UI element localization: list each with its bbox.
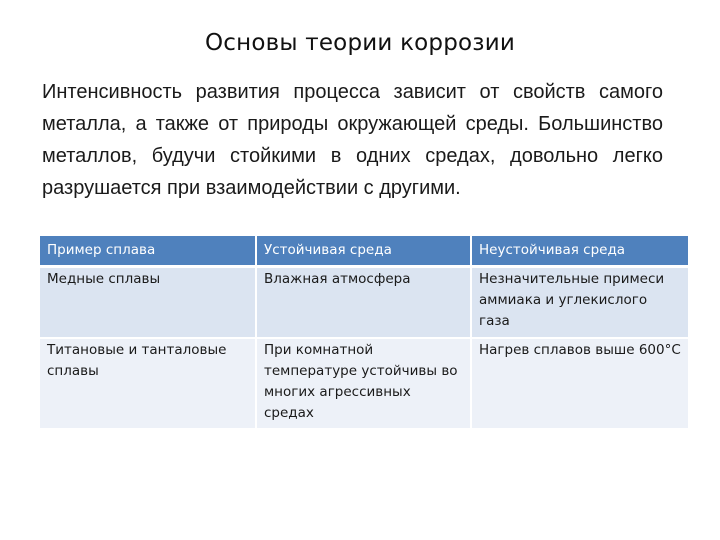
table-cell: Незначительные примеси аммиака и углекислого газа xyxy=(471,267,688,339)
table-cell: При комнатной температуре устойчивы во многих агрессивных средах xyxy=(256,338,471,429)
table-cell: Нагрев сплавов выше 600°С xyxy=(471,338,688,429)
table-cell: Медные сплавы xyxy=(40,267,256,339)
header-cell-stable-env: Устойчивая среда xyxy=(256,236,471,267)
header-cell-alloy: Пример сплава xyxy=(40,236,256,267)
table-cell: Влажная атмосфера xyxy=(256,267,471,339)
header-cell-unstable-env: Неустойчивая среда xyxy=(471,236,688,267)
intro-paragraph: Интенсивность развития процесса зависит от свойств самого металла, а также от природы окружающей среды. Большинство металлов, будучи стойкими в одних средах, довольно легко разрушается при взаимодействии с другими. xyxy=(42,81,663,199)
table-row xyxy=(40,267,688,339)
table-cell: Титановые и танталовые сплавы xyxy=(40,338,256,429)
alloy-table xyxy=(40,236,688,430)
slide-title: Основы теории коррозии xyxy=(204,30,516,56)
table-row xyxy=(40,338,688,429)
table-header-row xyxy=(40,236,688,267)
